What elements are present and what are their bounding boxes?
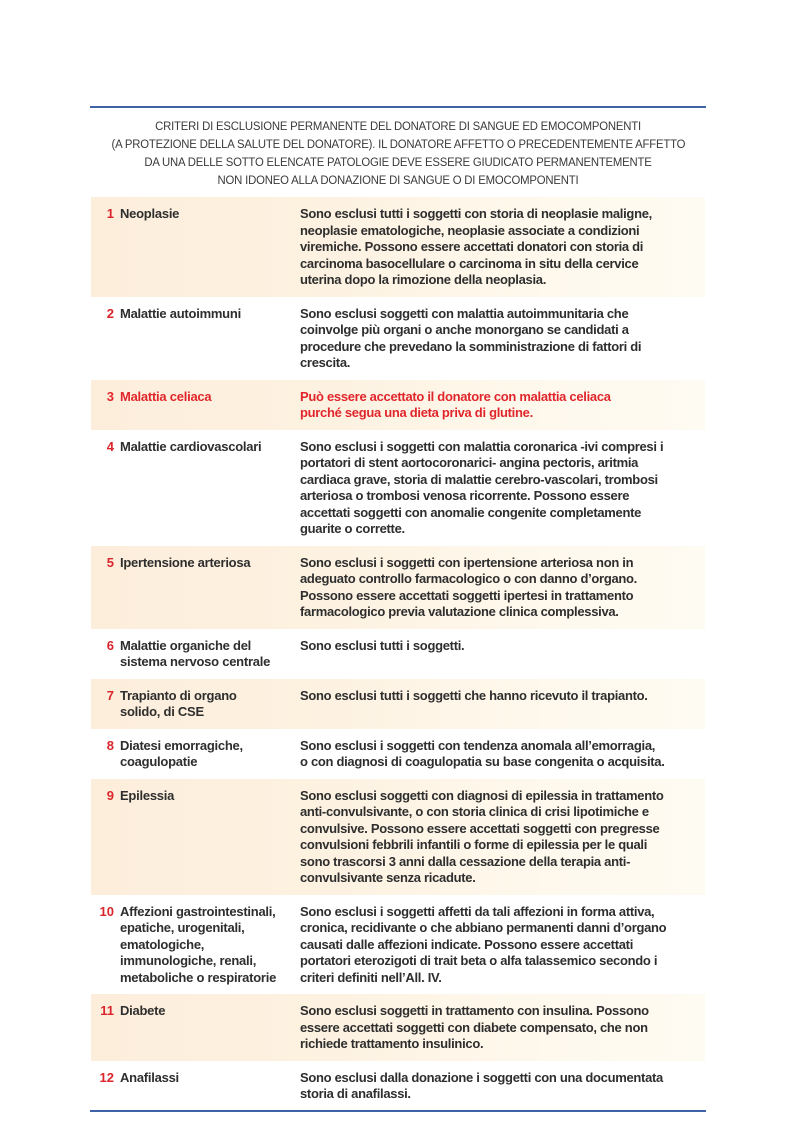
condition-description [300, 688, 695, 721]
condition-description-line: Sono esclusi dalla donazione i soggetti con una documentata [300, 1069, 663, 1085]
condition-description-line: Sono esclusi tutti i soggetti con storia di neoplasie maligne, [300, 206, 652, 221]
condition-label-line: ematologiche, [120, 936, 205, 952]
condition-description-line: portatori di stent aortocoronarici- angina pectoris, aritmia [300, 455, 639, 470]
bottom-rule [90, 1110, 706, 1112]
criteria-row [91, 895, 705, 995]
condition-description-line: cronica, recidivante o che abbiano permanenti danni d’organo [300, 920, 667, 935]
condition-label [120, 439, 300, 538]
criteria-row [91, 297, 705, 380]
condition-description-line: Sono esclusi soggetti con diagnosi di epilessia in trattamento [300, 787, 664, 803]
condition-description [300, 638, 695, 671]
condition-description-line: portatori eterozigoti di trait beta o alfa talassemico secondo i [300, 953, 658, 968]
row-number: 4 [106, 438, 114, 454]
condition-label-line: Ipertensione arteriosa [120, 554, 251, 570]
top-rule [90, 106, 706, 108]
condition-description [300, 738, 695, 771]
table-header [112, 117, 685, 189]
condition-description-line: essere accettati soggetti con diabete compensato, che non [300, 1019, 648, 1035]
condition-description [300, 788, 695, 887]
condition-description-line: storia di anafilassi. [300, 1086, 411, 1101]
condition-description-line: Sono esclusi i soggetti con ipertensione arteriosa non in [300, 554, 634, 570]
condition-description-line: guarite o corrette. [300, 521, 405, 536]
condition-label-line: sistema nervoso centrale [120, 654, 271, 669]
criteria-row [91, 729, 705, 779]
condition-description [300, 306, 695, 372]
condition-description-line: o con diagnosi di coagulopatia su base congenita o acquisita. [300, 754, 665, 769]
condition-label-line: Diabete [120, 1003, 166, 1018]
row-number: 2 [106, 305, 114, 321]
condition-description-line: Può essere accettato il donatore con malattia celiaca [300, 388, 611, 404]
criteria-row [91, 779, 705, 895]
condition-label [120, 1003, 300, 1053]
condition-description-line: coinvolge più organi o anche monorgano se candidati a [300, 322, 629, 337]
row-number: 8 [106, 737, 114, 753]
criteria-row [91, 380, 705, 430]
condition-label-line: Affezioni gastrointestinali, [120, 903, 276, 919]
condition-description-line: procedure che prevedano la somministrazione di fattori di [300, 338, 642, 354]
condition-label [120, 389, 300, 422]
condition-label-line: epatiche, urogenitali, [120, 920, 245, 935]
condition-description [300, 1003, 695, 1053]
condition-description-line: Sono esclusi i soggetti con malattia coronarica -ivi compresi i [300, 438, 664, 454]
condition-description-line: richiede trattamento insulinico. [300, 1036, 484, 1051]
condition-description-line: Sono esclusi i soggetti affetti da tali affezioni in forma attiva, [300, 903, 655, 919]
condition-description [300, 1070, 695, 1103]
condition-label-line: Malattie cardiovascolari [120, 438, 262, 454]
row-number: 3 [106, 388, 114, 404]
row-number: 6 [106, 637, 114, 653]
condition-label-line: Epilessia [120, 787, 175, 803]
criteria-row [91, 994, 705, 1061]
condition-label-line: solido, di CSE [120, 704, 204, 719]
condition-label [120, 688, 300, 721]
condition-description-line: Sono esclusi tutti i soggetti. [300, 637, 465, 653]
condition-description-line: arteriosa o trombosi venosa ricorrente. Possono essere [300, 488, 630, 503]
condition-label [120, 306, 300, 372]
condition-label [120, 738, 300, 771]
row-number: 7 [106, 687, 114, 703]
condition-label-line: Neoplasie [120, 206, 180, 221]
condition-description-line: Possono essere accettati soggetti ipertesi in trattamento [300, 587, 634, 603]
condition-description [300, 389, 695, 422]
condition-label [120, 555, 300, 621]
row-number: 12 [99, 1069, 114, 1085]
condition-label-line: Malattie organiche del [120, 637, 252, 653]
condition-description-line: Sono esclusi tutti i soggetti che hanno ricevuto il trapianto. [300, 687, 648, 703]
condition-description-line: convulsioni febbrili infantili o forme di epilessia per le quali [300, 837, 648, 852]
condition-label [120, 904, 300, 987]
condition-label-line: Malattie autoimmuni [120, 305, 241, 321]
row-number: 10 [99, 903, 114, 919]
header-line: NON IDONEO ALLA DONAZIONE DI SANGUE O DI EMOCOMPONENTI [217, 173, 579, 187]
condition-label-line: immunologiche, renali, [120, 953, 257, 968]
condition-label-line: coagulopatie [120, 754, 198, 769]
header-line: (A PROTEZIONE DELLA SALUTE DEL DONATORE). IL DONATORE AFFETTO O PRECEDENTEMENTE AFFETTO [111, 137, 686, 151]
condition-description-line: crescita. [300, 355, 351, 370]
condition-description-line: cardiaca grave, storia di malattie cerebro-vascolari, trombosi [300, 471, 658, 487]
row-number: 11 [100, 1003, 114, 1018]
condition-label [120, 206, 300, 289]
condition-label [120, 1070, 300, 1103]
row-number: 9 [106, 787, 114, 803]
row-number: 5 [106, 554, 114, 570]
condition-description-line: viremiche. Possono essere accettati donatori con storia di [300, 239, 644, 254]
condition-description-line: neoplasie ematologiche, neoplasie associate a condizioni [300, 222, 640, 238]
condition-label-line: Diatesi emorragiche, [120, 737, 243, 753]
criteria-row [91, 430, 705, 546]
criteria-row [91, 197, 705, 297]
condition-description-line: sono trascorsi 3 anni dalla cessazione della terapia anti- [300, 853, 631, 869]
condition-description-line: causati dalle affezioni indicate. Possono essere accettati [300, 936, 634, 952]
condition-description-line: criteri definiti nell’All. IV. [300, 969, 442, 985]
condition-description-line: adeguato controllo farmacologico o con danno d’organo. [300, 571, 637, 586]
condition-description-line: Sono esclusi soggetti con malattia autoimmunitaria che [300, 305, 629, 321]
condition-description-line: convulsivante senza ricadute. [300, 870, 476, 885]
condition-description-line: accettati soggetti con anomalie congenite completamente [300, 504, 642, 520]
condition-description-line: Sono esclusi i soggetti con tendenza anomala all’emorragia, [300, 737, 656, 753]
header-line: DA UNA DELLE SOTTO ELENCATE PATOLOGIE DEVE ESSERE GIUDICATO PERMANENTEMENTE [144, 155, 652, 169]
condition-description-line: purché segua una dieta priva di glutine. [300, 405, 533, 420]
condition-label-line: Malattia celiaca [120, 388, 212, 404]
row-number: 1 [106, 206, 114, 221]
condition-description-line: anti-convulsivante, o con storia clinica di crisi lipotimiche e [300, 804, 649, 819]
condition-description-line: uterina dopo la rimozione della neoplasia. [300, 272, 547, 287]
criteria-row [91, 679, 705, 729]
header-line: CRITERI DI ESCLUSIONE PERMANENTE DEL DONATORE DI SANGUE ED EMOCOMPONENTI [155, 119, 641, 133]
criteria-row [91, 546, 705, 629]
condition-description-line: farmacologico previa valutazione clinica complessiva. [300, 604, 619, 619]
condition-description [300, 206, 695, 289]
criteria-row [91, 629, 705, 679]
condition-description [300, 439, 695, 538]
criteria-table [91, 197, 705, 1111]
condition-label-line: Trapianto di organo [120, 687, 237, 703]
condition-label-line: Anafilassi [120, 1069, 179, 1085]
criteria-row [91, 1061, 705, 1111]
condition-label-line: metaboliche o respiratorie [120, 969, 277, 985]
condition-label [120, 788, 300, 887]
condition-description [300, 555, 695, 621]
condition-description [300, 904, 695, 987]
condition-description-line: carcinoma basocellulare o carcinoma in situ della cervice [300, 255, 639, 271]
condition-description-line: convulsive. Possono essere accettati soggetti con pregresse [300, 820, 660, 836]
condition-label [120, 638, 300, 671]
condition-description-line: Sono esclusi soggetti in trattamento con insulina. Possono [300, 1003, 649, 1018]
